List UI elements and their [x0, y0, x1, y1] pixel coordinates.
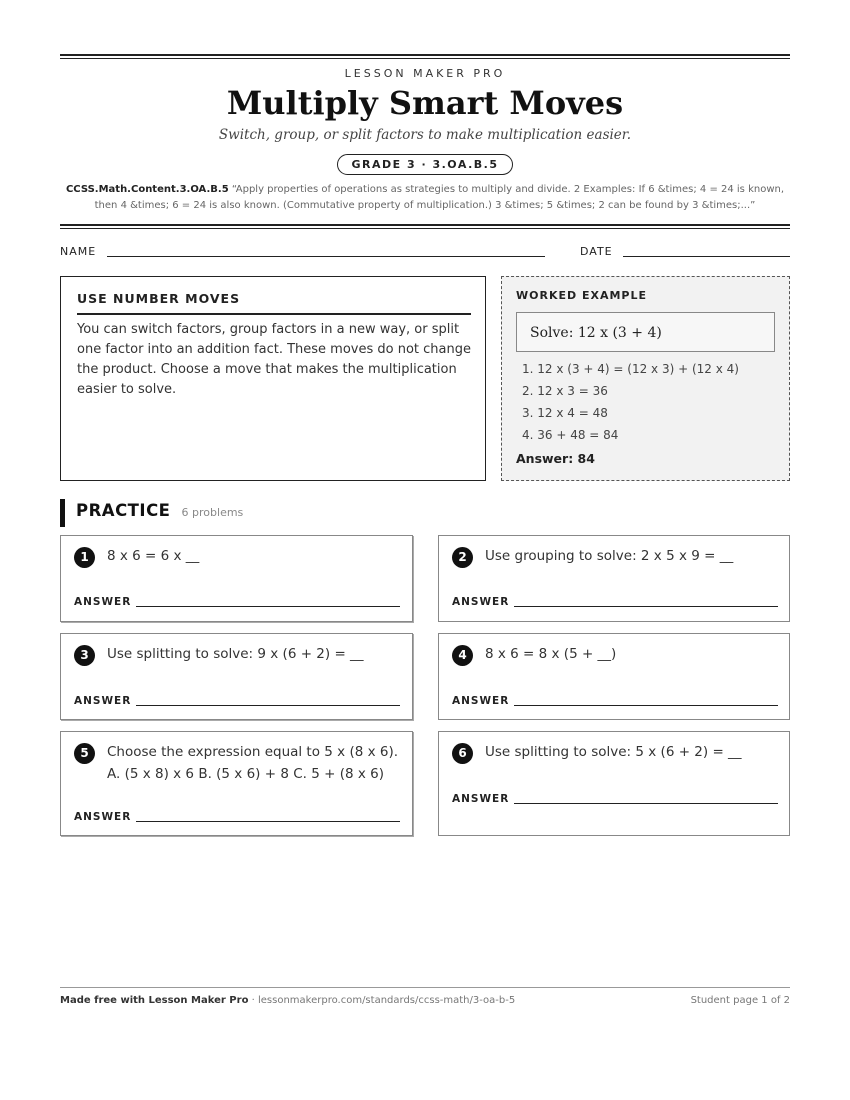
- answer-label: ANSWER: [452, 793, 510, 805]
- problem-text-line: Use splitting to solve: 5 x (6 + 2) = __: [485, 744, 742, 760]
- problem-text-line: A. (5 x 8) x 6 B. (5 x 6) + 8 C. 5 + (8 x 6): [107, 766, 384, 782]
- problem-number-badge: 6: [452, 743, 473, 764]
- number-moves-box: [60, 276, 486, 481]
- problem-text: [107, 643, 402, 665]
- practice-heading: [60, 499, 243, 527]
- practice-title: PRACTICE: [76, 501, 171, 520]
- problem-text: [107, 741, 402, 785]
- name-label: NAME: [60, 245, 97, 258]
- standard-text-line2: then 4 &times; 6 = 24 is also known. (Commutative property of multiplication.) 3 &times; 5 &times; 2 can be found by 3 &times;...”: [94, 200, 756, 211]
- standard-description: [60, 182, 790, 214]
- answer-label: ANSWER: [452, 596, 510, 608]
- answer-line[interactable]: [514, 705, 778, 706]
- problem-text-line: Use splitting to solve: 9 x (6 + 2) = __: [107, 646, 364, 662]
- worked-example-box: [501, 276, 790, 481]
- problem-text-line: 8 x 6 = 8 x (5 + __): [485, 646, 617, 662]
- standard-text-line1: “Apply properties of operations as strategies to multiply and divide. 2 Examples: If 6 &times; 4 = 24 is known,: [231, 184, 785, 195]
- name-date-row: [60, 245, 790, 261]
- problem-number-badge: 2: [452, 547, 473, 568]
- problem-text-line: 8 x 6 = 6 x __: [107, 548, 200, 564]
- footer-credit: [60, 995, 515, 1006]
- worked-example-problem: Solve: 12 x (3 + 4): [516, 312, 775, 352]
- grade-badge-wrap: [60, 153, 790, 175]
- answer-line[interactable]: [136, 821, 400, 822]
- answer-line[interactable]: [136, 606, 400, 607]
- problem-card-1: [60, 535, 413, 622]
- worksheet-page: [60, 0, 790, 1100]
- worksheet-subtitle: Switch, group, or split factors to make multiplication easier.: [218, 127, 632, 143]
- answer-line[interactable]: [136, 705, 400, 706]
- brand-name: LESSON MAKER PRO: [344, 67, 506, 80]
- footer-rule: [60, 987, 790, 988]
- problem-card-2: [438, 535, 790, 622]
- answer-label: ANSWER: [452, 695, 510, 707]
- problem-text: [485, 643, 780, 665]
- problem-card-3: [60, 633, 413, 720]
- worked-example-answer: Answer: 84: [516, 451, 595, 466]
- answer-label: ANSWER: [74, 811, 132, 823]
- top-double-rule: [60, 54, 790, 59]
- name-field-line[interactable]: [107, 256, 545, 257]
- problem-number-badge: 1: [74, 547, 95, 568]
- number-moves-heading: USE NUMBER MOVES: [77, 291, 471, 315]
- problem-card-4: [438, 633, 790, 720]
- grade-badge: GRADE 3 · 3.OA.B.5: [337, 154, 514, 175]
- problem-text: [485, 741, 780, 763]
- problem-text: [107, 545, 402, 567]
- answer-label: ANSWER: [74, 596, 132, 608]
- problem-number-badge: 4: [452, 645, 473, 666]
- footer-url[interactable]: · lessonmakerpro.com/standards/ccss-math/3-oa-b-5: [248, 995, 516, 1006]
- number-moves-text: You can switch factors, group factors in a new way, or split one factor into an addition fact. These moves do not change the product. Choose a move that makes the multiplication easier to solve.: [77, 322, 471, 397]
- date-label: DATE: [580, 245, 613, 258]
- worked-example-steps: [522, 358, 782, 446]
- practice-count: 6 problems: [181, 506, 244, 519]
- answer-label: ANSWER: [74, 695, 132, 707]
- problem-card-5: [60, 731, 413, 836]
- worksheet-title: Multiply Smart Moves: [226, 84, 624, 122]
- problem-text-line: Use grouping to solve: 2 x 5 x 9 = __: [485, 548, 734, 564]
- date-field-line[interactable]: [623, 256, 790, 257]
- standard-code: CCSS.Math.Content.3.OA.B.5: [65, 184, 229, 195]
- header-bottom-double-rule: [60, 224, 790, 229]
- answer-line[interactable]: [514, 606, 778, 607]
- worked-step: 1. 12 x (3 + 4) = (12 x 3) + (12 x 4): [522, 362, 739, 376]
- problem-number-badge: 3: [74, 645, 95, 666]
- problem-number-badge: 5: [74, 743, 95, 764]
- worked-step: 4. 36 + 48 = 84: [522, 428, 619, 442]
- problem-card-6: [438, 731, 790, 836]
- footer-page-number: Student page 1 of 2: [690, 995, 790, 1006]
- worked-step: 2. 12 x 3 = 36: [522, 384, 608, 398]
- problem-text-line: Choose the expression equal to 5 x (8 x 6).: [107, 744, 399, 760]
- worked-step: 3. 12 x 4 = 48: [522, 406, 608, 420]
- footer-made-with: Made free with Lesson Maker Pro: [60, 995, 249, 1006]
- answer-line[interactable]: [514, 803, 778, 804]
- problem-text: [485, 545, 780, 567]
- worked-example-heading: WORKED EXAMPLE: [516, 289, 647, 302]
